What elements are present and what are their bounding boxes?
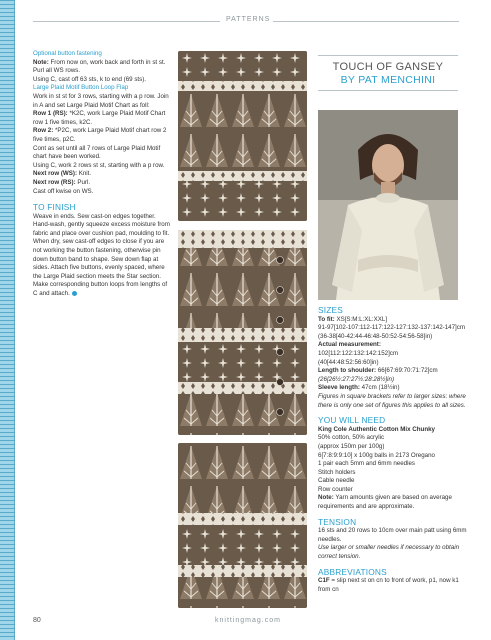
knit-pattern-graphic: [178, 443, 307, 608]
cushion-photo-middle: [178, 230, 307, 435]
spec-line: (40[44:48:52:56:60]in): [318, 358, 379, 366]
instruction-paragraph: Cast off kwise on WS.: [33, 187, 94, 195]
spec-line: Length to shoulder: 66[67:69:70:71:72]cm: [318, 367, 438, 375]
knit-pattern-graphic: [178, 230, 307, 435]
material-line: (approx 150m per 100g): [318, 442, 385, 450]
end-bullet-icon: [72, 291, 77, 296]
material-note: Note: Yarn amounts given are based on average requirements and are approximate.: [318, 494, 452, 511]
sizes-heading: SIZES: [318, 305, 343, 315]
pattern-title: TOUCH OF GANSEY: [332, 61, 444, 73]
spec-line: 91-97[102-107:112-117:122-127:132-137:142-147]cm: [318, 324, 466, 332]
section-title: PATTERNS: [226, 16, 271, 23]
material-line: 50% cotton, 50% acrylic: [318, 434, 385, 442]
you-will-need-heading: YOU WILL NEED: [318, 415, 386, 426]
pattern-designer: BY PAT MENCHINI: [340, 74, 436, 86]
instruction-paragraph: Note: From now on, work back and forth in st st. Purl all WS rows.: [33, 58, 166, 75]
finish-paragraph: Weave in ends. Sew cast-on edges together. Hand-wash, gently squeeze excess moisture from fabric and place over cushion pad, moulding to fit. When dry, sew cast-off edges to close if you are not working the button fastening, otherwise pin down button band to shape. Sew down flap at sides. Attach five buttons, evenly spaced, where the Large Plaid section meets the Star section. Make corresponding button loops from lengths of C and attach.: [33, 212, 170, 298]
instruction-paragraph: Using C, work 2 rows st st, starting with a p row.: [33, 161, 165, 169]
header-rule-left: [33, 21, 220, 22]
knit-pattern-graphic: [178, 51, 307, 221]
material-line: Row counter: [318, 485, 353, 493]
abbreviation-line: C1F = slip next st on cn to front of work, p1, now k1 from cn: [318, 577, 459, 593]
to-finish-heading: TO FINISH: [33, 202, 76, 213]
sizes-note: Figures in square brackets refer to larger sizes: where there is only one set of figures this applies to all sizes.: [318, 392, 466, 409]
material-line: Stitch holders: [318, 468, 356, 476]
instructions-column: [33, 50, 171, 299]
tension-line: 16 sts and 20 rows to 10cm over main patt using 6mm needles.: [318, 527, 467, 543]
row-instruction: Next row (RS): Purl.: [33, 178, 91, 186]
spec-line: 102[112:122:132:142:152]cm: [318, 349, 399, 357]
row-instruction: Next row (WS): Knit.: [33, 170, 92, 178]
pattern-title-box: [318, 55, 458, 91]
page-ruler: [0, 0, 15, 640]
instruction-paragraph: Work in st st for 3 rows, starting with a p row. Join in A and set Large Plaid Motif Chart as foll:: [33, 92, 169, 109]
spec-label: Actual measurement:: [318, 341, 381, 349]
model-photo: [318, 110, 458, 300]
material-line: Cable needle: [318, 477, 355, 485]
loop-flap-heading: Large Plaid Motif Button Loop Flap: [33, 84, 129, 92]
cushion-photo-bottom: [178, 443, 307, 608]
spec-line: (36-38[40-42:44-46:48-50:52-54:56-58]in): [318, 332, 433, 340]
abbreviations-heading: ABBREVIATIONS: [318, 566, 387, 577]
yarn-name: King Cole Authentic Cotton Mix Chunky: [318, 425, 435, 433]
magazine-url: knittingmag.com: [215, 617, 281, 624]
specs-column: [318, 306, 468, 594]
spec-line: (26[26½:27:27½:28:28½]in): [318, 375, 395, 383]
tension-note: Use larger or smaller needles if necessary to obtain correct tension.: [318, 544, 460, 561]
page-number: 80: [33, 617, 41, 624]
instruction-paragraph: Cont as set until all 7 rows of Large Plaid Motif chart have been worked.: [33, 144, 161, 161]
row-instruction: Row 2: *P2C, work Large Plaid Motif chart row 2 five times, p2C.: [33, 127, 167, 143]
material-line: 1 pair each 5mm and 6mm needles: [318, 460, 415, 468]
instruction-paragraph: Using C, cast off 63 sts, k to end (69 sts).: [33, 75, 147, 83]
model-illustration: [318, 110, 458, 300]
cushion-photo-top: [178, 51, 307, 221]
button-fastening-heading: Optional button fastening: [33, 50, 102, 57]
spec-line: To fit: XS[S:M:L:XL:XXL]: [318, 315, 387, 323]
header-rule-right: [273, 21, 459, 22]
row-instruction: Row 1 (RS): *K2C, work Large Plaid Motif Chart row 1 five times, k2C.: [33, 110, 166, 126]
material-line: 6[7:8:9:9:10] x 100g balls in 2173 Oregano: [318, 451, 435, 459]
spec-line: Sleeve length: 47cm (18½in): [318, 384, 400, 392]
tension-heading: TENSION: [318, 516, 357, 527]
